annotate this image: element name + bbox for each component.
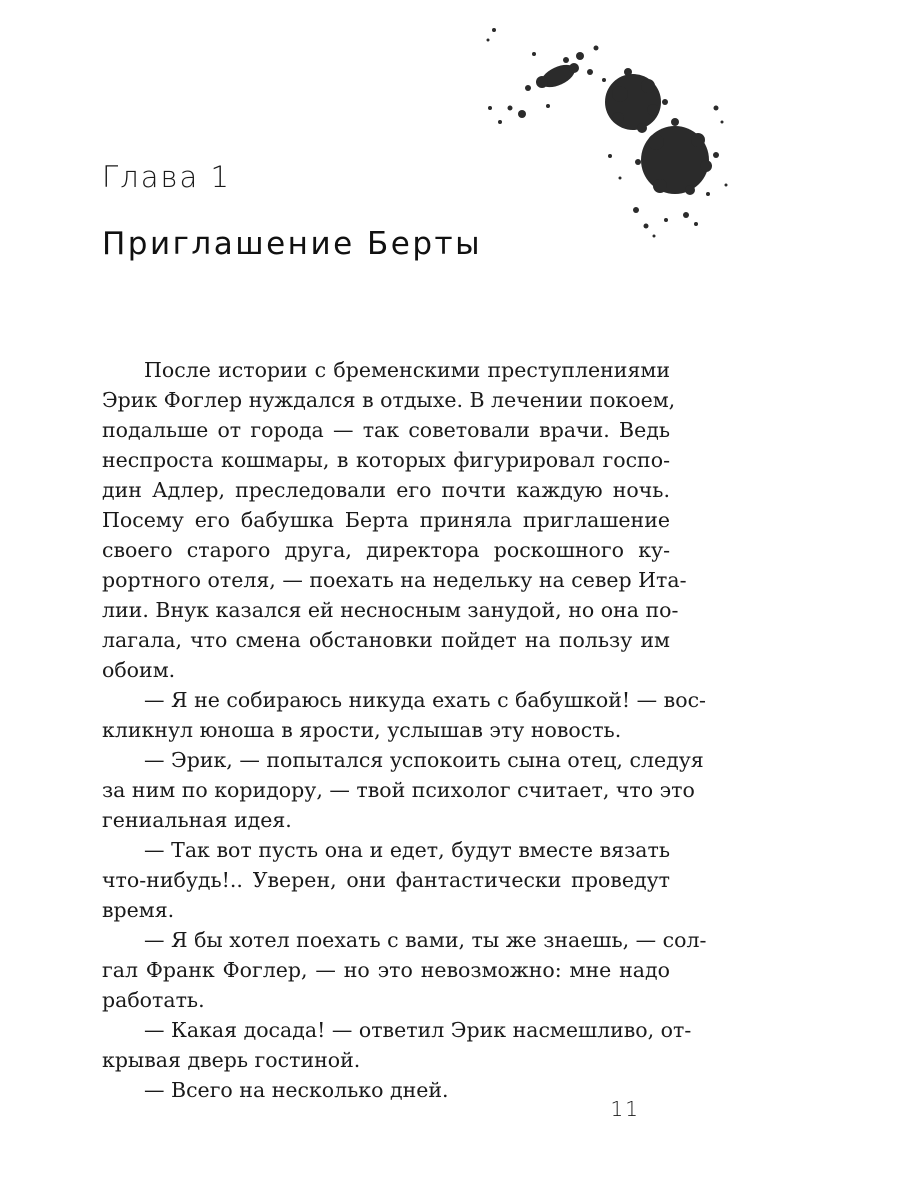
text-line: лии. Внук казался ей несносным занудой, но она по- (102, 598, 679, 622)
text-line: Эрик Фоглер нуждался в отдыхе. В лечении покоем, (102, 388, 676, 412)
text-line: работать. (102, 988, 205, 1012)
text-line: После истории с бременскими преступлениями (144, 358, 670, 382)
text-line: рортного отеля, — поехать на недельку на север Ита- (102, 568, 687, 592)
ink-splatter-illustration (470, 10, 740, 250)
text-line: подальше от города — так советовали врачи. Ведь (102, 418, 670, 442)
text-line: гал Франк Фоглер, — но это невозможно: мне надо (102, 958, 670, 982)
text-line: неспроста кошмары, в которых фигурировал госпо- (102, 448, 670, 472)
text-line: что-нибудь!.. Уверен, они фантастически проведут (102, 868, 670, 892)
text-line: — Какая досада! — ответил Эрик насмешливо, от- (144, 1018, 692, 1042)
text-line: — Эрик, — попытался успокоить сына отец, следуя (144, 748, 704, 772)
text-line: время. (102, 898, 175, 922)
body-text (102, 355, 707, 1105)
text-line: дин Адлер, преследовали его почти каждую ночь. (102, 478, 670, 502)
text-line: — Так вот пусть она и едет, будут вместе вязать (144, 838, 670, 862)
text-line: — Я не собираюсь никуда ехать с бабушкой! — вос- (144, 688, 706, 712)
text-line: своего старого друга, директора роскошного ку- (102, 538, 670, 562)
text-line: Посему его бабушка Берта приняла приглашение (102, 508, 670, 532)
text-line: — Всего на несколько дней. (144, 1078, 449, 1102)
page-number: 11 (610, 1097, 640, 1121)
text-line: лагала, что смена обстановки пойдет на пользу им (102, 628, 670, 652)
text-line: гениальная идея. (102, 808, 292, 832)
text-line: — Я бы хотел поехать с вами, ты же знаешь, — сол- (144, 928, 707, 952)
chapter-label: Глава 1 (102, 160, 231, 194)
text-line: крывая дверь гостиной. (102, 1048, 361, 1072)
text-line: обоим. (102, 658, 176, 682)
text-line: за ним по коридору, — твой психолог считает, что это (102, 778, 695, 802)
text-line: кликнул юноша в ярости, услышав эту новость. (102, 718, 622, 742)
chapter-title: Приглашение Берты (102, 226, 483, 262)
